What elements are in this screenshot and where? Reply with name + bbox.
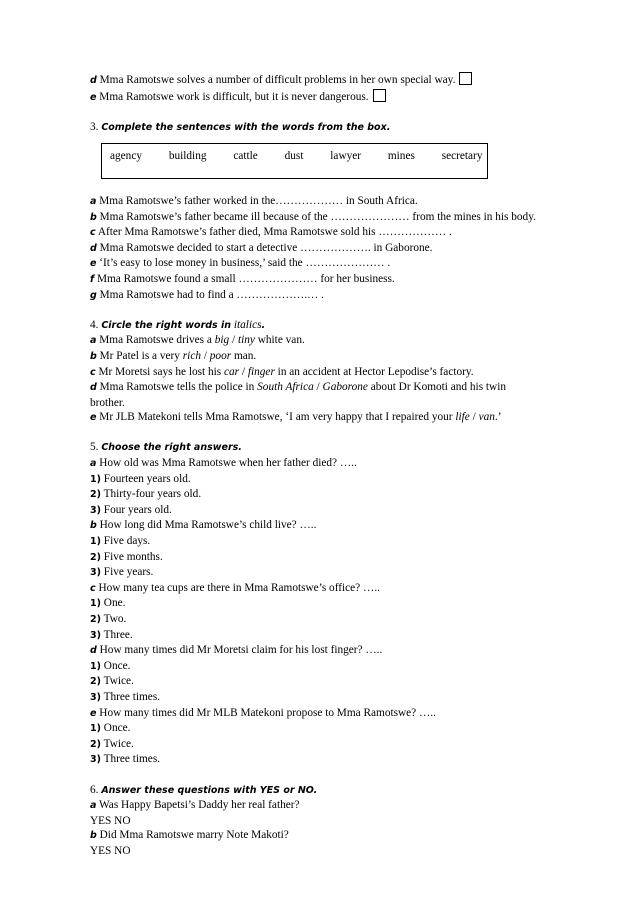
item-letter: e [90, 707, 97, 719]
option-number: 3) [90, 691, 101, 703]
heading-end: . [261, 319, 266, 331]
option-text: Two. [103, 613, 127, 625]
item-text: How old was Mma Ramotswe when her father died? ….. [99, 457, 357, 470]
box-word: building [168, 150, 207, 163]
item-text: Was Happy Bapetsi’s Daddy her real father? [99, 799, 300, 812]
option-word[interactable]: car [224, 365, 240, 378]
answer-option[interactable] [90, 737, 560, 753]
item-letter: d [90, 242, 97, 254]
item-letter: c [90, 582, 96, 594]
item-text: Mma Ramotswe’s father worked in the……………… in South Africa. [99, 194, 418, 207]
q6-heading [90, 783, 560, 799]
option-text: Thirty-four years old. [103, 488, 202, 501]
q3-item-a [90, 194, 560, 210]
option-word[interactable]: finger [247, 365, 275, 378]
item-letter: g [90, 289, 97, 301]
answer-option[interactable] [90, 612, 560, 628]
word-box [101, 143, 488, 179]
option-text: Five days. [103, 535, 151, 548]
item-text: Mma Ramotswe’s father became ill because of the ………………… from the mines in his body. [99, 210, 536, 223]
item-text: How long did Mma Ramotswe’s child live? ….. [99, 519, 317, 532]
q6-answer-a[interactable] [90, 814, 560, 829]
checkbox[interactable] [459, 72, 472, 85]
question-heading: Answer these questions with YES or NO. [101, 784, 318, 796]
item-text: How many times did Mr MLB Matekoni propose to Mma Ramotswe? ….. [99, 706, 436, 719]
item-text: Mma Ramotswe work is difficult, but it is never dangerous. [99, 90, 369, 103]
q5-questions [90, 456, 560, 768]
item-text: white van. [254, 334, 305, 347]
item-letter: c [90, 366, 96, 378]
option-number: 1) [90, 723, 101, 735]
item-text: Mma Ramotswe drives a [99, 334, 215, 347]
option-word[interactable]: Gaborone [322, 381, 368, 394]
item-letter: b [90, 830, 97, 842]
option-text: Four years old. [103, 503, 172, 516]
question-number: 5. [90, 441, 99, 454]
q4-item-d-cont [90, 396, 560, 411]
q6-item-a [90, 798, 560, 814]
answer-option[interactable] [90, 628, 560, 644]
option-number: 3) [90, 754, 101, 766]
q2-item-d [90, 72, 560, 89]
q3-item-d [90, 241, 560, 257]
q5-question [90, 643, 560, 659]
box-word: secretary [441, 150, 483, 163]
answer-option[interactable] [90, 503, 560, 519]
box-word: agency [110, 150, 142, 163]
q6-item-b [90, 828, 560, 844]
item-text: After Mma Ramotswe’s father died, Mma Ramotswe sold his ……………… . [97, 226, 452, 239]
option-sep: / [469, 411, 479, 424]
answer-option[interactable] [90, 596, 560, 612]
box-word: lawyer [330, 150, 362, 163]
option-sep: / [239, 365, 248, 378]
item-text: How many times did Mr Moretsi claim for his lost finger? ….. [99, 644, 383, 657]
item-text: Mma Ramotswe had to find a ……………….… . [99, 288, 324, 301]
item-text: brother. [90, 396, 125, 409]
q5-question [90, 456, 560, 472]
item-letter: d [90, 75, 97, 86]
item-text: Mma Ramotswe solves a number of difficult problems in her own special way. [99, 74, 456, 86]
item-text: Mma Ramotswe decided to start a detective ………………. in Gaborone. [99, 241, 433, 254]
yes-no-answer[interactable]: YES NO [90, 844, 131, 857]
option-number: 3) [90, 567, 101, 579]
q4-item-c [90, 365, 560, 381]
option-word[interactable]: poor [209, 349, 232, 362]
question-heading: Choose the right answers. [101, 442, 242, 454]
option-text: Three times. [103, 690, 161, 703]
item-letter: b [90, 350, 97, 362]
answer-option[interactable] [90, 534, 560, 550]
item-letter: a [90, 800, 97, 812]
item-letter: a [90, 195, 97, 207]
item-letter: b [90, 211, 97, 223]
q6-answer-b[interactable] [90, 844, 560, 859]
answer-option[interactable] [90, 659, 560, 675]
question-number: 6. [90, 783, 99, 796]
q3-item-b [90, 210, 560, 226]
q3-item-e [90, 256, 560, 272]
option-text: Twice. [103, 675, 134, 688]
answer-option[interactable] [90, 550, 560, 566]
box-word: mines [387, 150, 415, 163]
item-letter: b [90, 520, 97, 532]
item-text: Mr Patel is a very [99, 349, 183, 362]
answer-option[interactable] [90, 565, 560, 581]
option-word[interactable]: rich [182, 349, 201, 362]
q3-heading [90, 120, 560, 136]
question-number: 4. [90, 318, 99, 331]
box-word: dust [284, 150, 304, 163]
checkbox[interactable] [373, 89, 386, 102]
q4-heading [90, 318, 560, 334]
q5-question [90, 581, 560, 597]
q3-item-f [90, 272, 560, 288]
option-number: 3) [90, 504, 101, 516]
option-number: 1) [90, 536, 101, 548]
item-letter: e [90, 412, 97, 424]
q5-heading [90, 440, 560, 456]
answer-option[interactable] [90, 674, 560, 690]
option-number: 1) [90, 598, 101, 610]
item-letter: d [90, 645, 97, 657]
q4-item-e [90, 410, 560, 426]
option-text: One. [103, 597, 126, 610]
item-letter: e [90, 91, 97, 103]
option-word[interactable]: van [478, 411, 495, 424]
q3-item-g [90, 288, 560, 304]
q4-item-a [90, 333, 560, 349]
item-text: How many tea cups are there in Mma Ramotswe’s office? ….. [98, 581, 380, 594]
q2-item-e [90, 89, 560, 106]
answer-option[interactable] [90, 487, 560, 503]
option-word[interactable]: big [214, 334, 230, 347]
q4-item-b [90, 349, 560, 365]
q3-item-c [90, 225, 560, 241]
option-sep: / [313, 381, 323, 394]
option-number: 3) [90, 629, 101, 641]
option-text: Five years. [103, 566, 154, 579]
question-heading-italic: italics [233, 318, 262, 331]
item-text: Did Mma Ramotswe marry Note Makoti? [99, 829, 289, 842]
item-letter: c [90, 227, 96, 239]
item-letter: e [90, 258, 97, 270]
item-text: man. [231, 349, 257, 362]
box-word: cattle [233, 150, 258, 163]
item-text: .’ [494, 411, 502, 424]
item-text: about Dr Komoti and his twin [367, 381, 506, 394]
option-text: Five months. [103, 550, 163, 563]
answer-option[interactable] [90, 721, 560, 737]
option-text: Once. [103, 659, 131, 672]
option-text: Three. [103, 628, 133, 641]
question-heading: Complete the sentences with the words from the box. [101, 121, 391, 133]
option-number: 2) [90, 551, 101, 563]
option-number: 2) [90, 738, 101, 750]
item-text: Mr Moretsi says he lost his [98, 365, 224, 378]
item-letter: a [90, 458, 97, 470]
question-number: 3. [90, 120, 99, 133]
question-heading: Circle the right words in [101, 319, 232, 331]
option-number: 2) [90, 676, 101, 688]
option-number: 1) [90, 473, 101, 485]
item-letter: f [90, 273, 95, 285]
item-letter: d [90, 382, 97, 394]
option-word[interactable]: South Africa [257, 381, 314, 394]
q5-question [90, 706, 560, 722]
answer-option[interactable] [90, 690, 560, 706]
answer-option[interactable] [90, 752, 560, 768]
item-letter: a [90, 335, 97, 347]
answer-option[interactable] [90, 472, 560, 488]
option-word[interactable]: life [455, 411, 470, 424]
option-number: 1) [90, 660, 101, 672]
q5-question [90, 518, 560, 534]
yes-no-answer[interactable]: YES NO [90, 814, 131, 827]
worksheet-page [90, 72, 560, 859]
option-number: 2) [90, 614, 101, 625]
option-number: 2) [90, 489, 101, 501]
item-text: Mma Ramotswe found a small ………………… for her business. [96, 272, 395, 285]
option-sep: / [200, 349, 210, 362]
option-text: Once. [103, 722, 131, 735]
item-text: in an accident at Hector Lepodise’s factory. [274, 365, 474, 378]
option-sep: / [229, 334, 238, 347]
item-text: ‘It’s easy to lose money in business,’ said the ………………… . [99, 257, 391, 270]
option-text: Twice. [103, 737, 134, 750]
item-text: Mma Ramotswe tells the police in [99, 381, 258, 394]
option-text: Fourteen years old. [103, 472, 191, 485]
q4-item-d [90, 380, 560, 396]
option-word[interactable]: tiny [237, 334, 255, 347]
option-text: Three times. [103, 753, 161, 766]
item-text: Mr JLB Matekoni tells Mma Ramotswe, ‘I am very happy that I repaired your [99, 411, 456, 424]
